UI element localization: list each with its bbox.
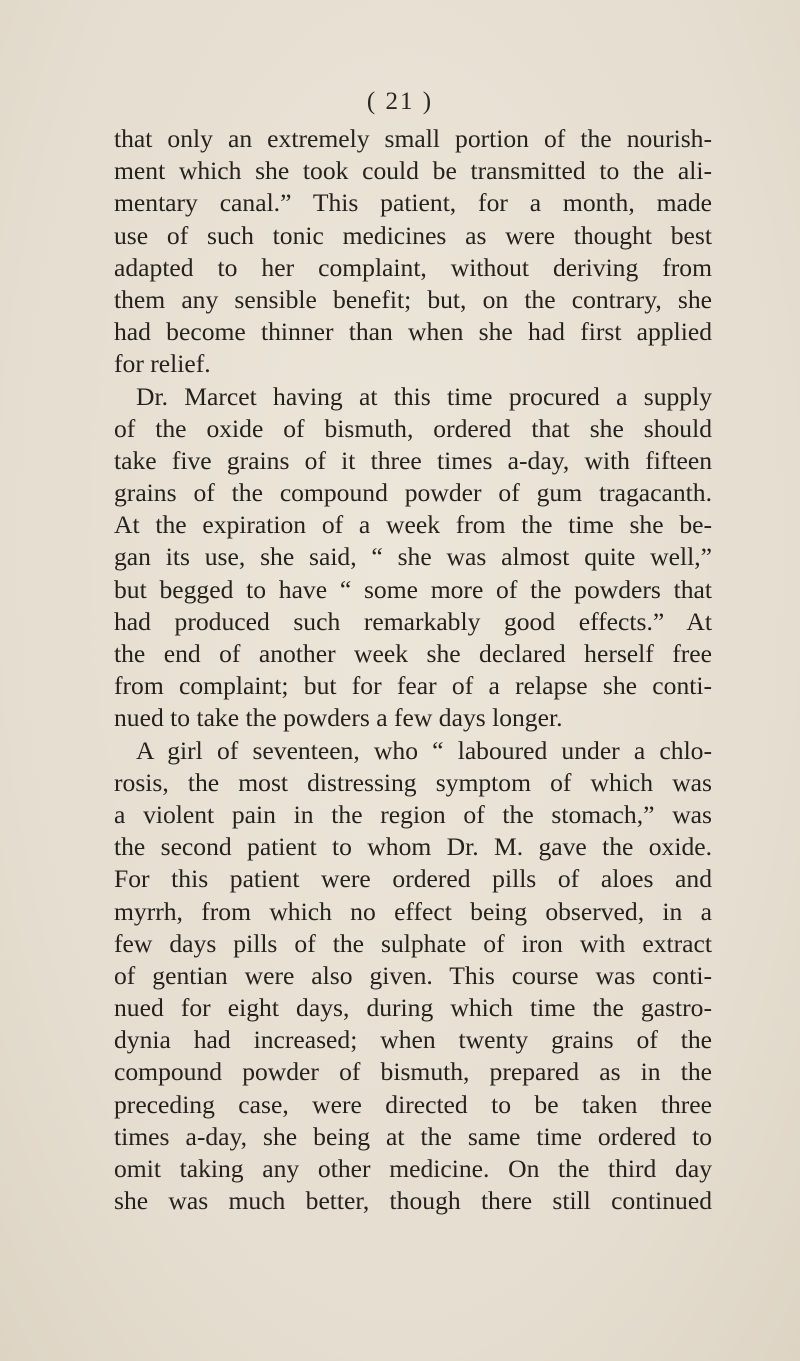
- text-line: nued to take the powders a few days longer.: [114, 703, 563, 733]
- text-line: For this patient were ordered pills of aloes and: [114, 864, 712, 894]
- text-line: few days pills of the sulphate of iron with extract: [114, 928, 712, 958]
- text-line: compound powder of bismuth, prepared as in the: [114, 1057, 712, 1087]
- text-line: she was much better, though there still continued: [114, 1186, 712, 1216]
- text-line: omit taking any other medicine. On the third day: [114, 1154, 712, 1183]
- text-line: nued for eight days, during which time the gastro-: [114, 993, 712, 1023]
- body-text: [114, 123, 712, 1217]
- text-line: dynia had increased; when twenty grains of the: [114, 1025, 712, 1055]
- text-line: At the expiration of a week from the time she be-: [114, 510, 712, 540]
- text-line: mentary canal.” This patient, for a month, made: [114, 188, 712, 218]
- text-line: gan its use, she said, “ she was almost quite well,”: [114, 542, 712, 572]
- text-line: rosis, the most distressing symptom of which was: [114, 767, 712, 797]
- text-line: preceding case, were directed to be taken three: [114, 1089, 712, 1119]
- paragraph-start-line: A girl of seventeen, who “ laboured under a chlo-: [136, 735, 712, 765]
- text-line: had become thinner than when she had first applied: [114, 317, 712, 347]
- text-line: had produced such remarkably good effects.” At: [114, 606, 712, 636]
- text-line: use of such tonic medicines as were thought best: [114, 220, 712, 250]
- text-line: of gentian were also given. This course was conti-: [114, 960, 712, 990]
- text-line: adapted to her complaint, without deriving from: [114, 252, 712, 282]
- text-line: them any sensible benefit; but, on the contrary, she: [114, 284, 712, 314]
- paragraph-start-line: Dr. Marcet having at this time procured a supply: [136, 381, 712, 411]
- text-line: times a-day, she being at the same time ordered to: [114, 1121, 712, 1151]
- text-line: a violent pain in the region of the stomach,” was: [114, 799, 712, 829]
- text-line: the second patient to whom Dr. M. gave the oxide.: [114, 832, 712, 862]
- text-line: but begged to have “ some more of the powders that: [114, 574, 712, 604]
- text-line: take five grains of it three times a-day, with fifteen: [114, 445, 712, 475]
- text-line: for relief.: [114, 349, 211, 379]
- text-line: that only an extremely small portion of the nourish-: [114, 124, 712, 153]
- text-line: myrrh, from which no effect being observed, in a: [114, 896, 712, 926]
- text-line: of the oxide of bismuth, ordered that she should: [114, 413, 712, 443]
- text-line: the end of another week she declared herself free: [114, 639, 712, 668]
- text-line: grains of the compound powder of gum tragacanth.: [114, 478, 712, 508]
- text-line: from complaint; but for fear of a relapse she conti-: [114, 671, 712, 701]
- text-line: ment which she took could be transmitted to the ali-: [114, 156, 712, 186]
- page-number: ( 21 ): [366, 88, 434, 115]
